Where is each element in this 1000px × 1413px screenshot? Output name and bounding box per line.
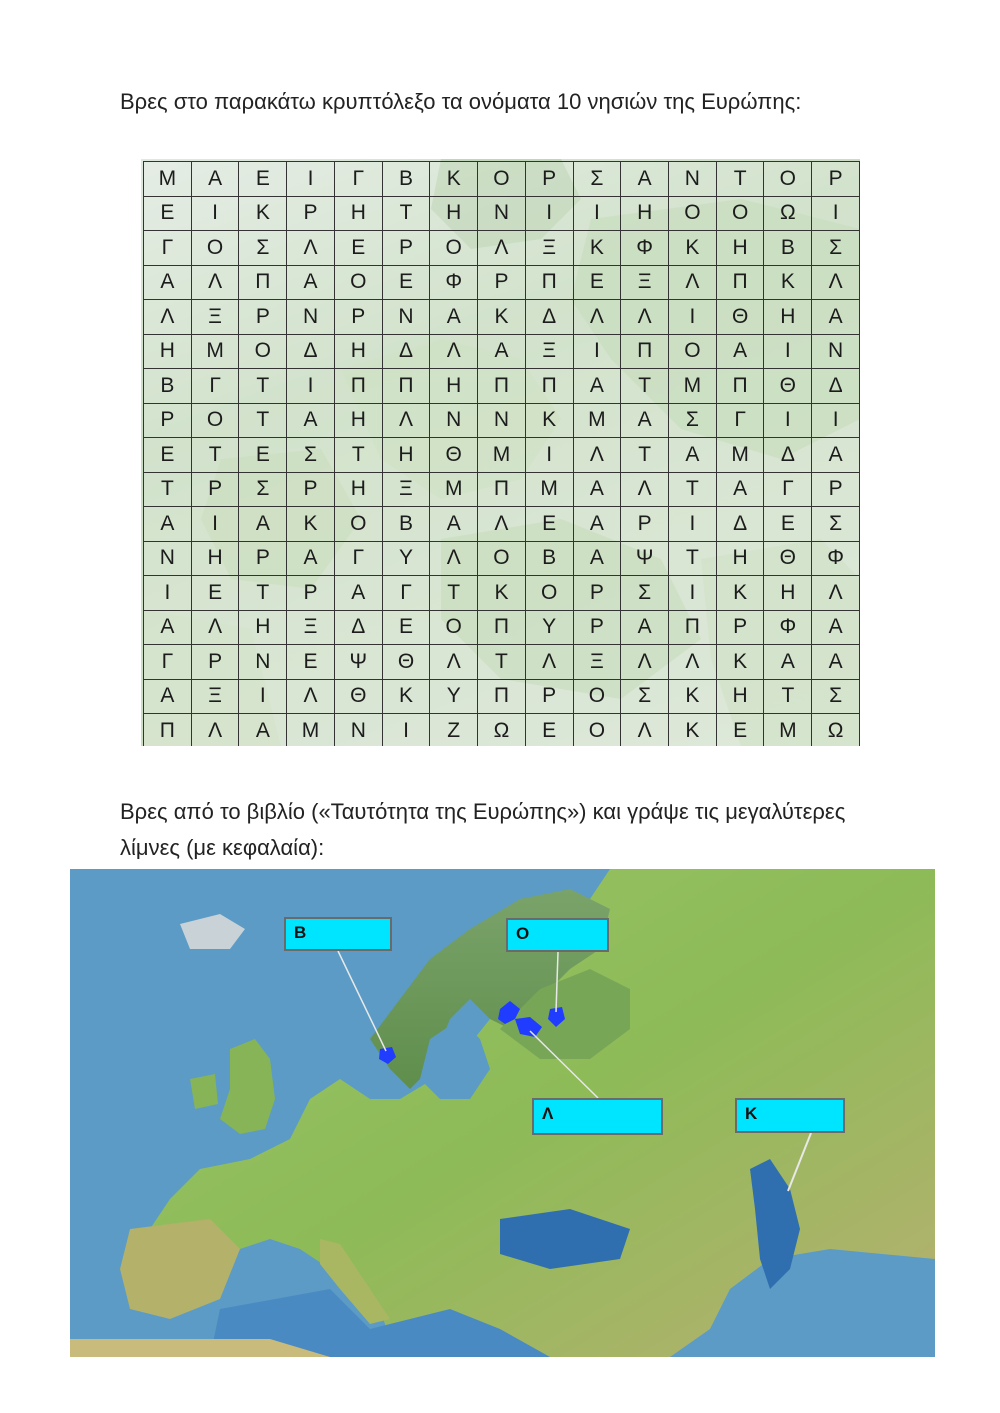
grid-cell[interactable]: Μ (525, 472, 573, 507)
grid-cell[interactable]: Κ (669, 714, 717, 747)
grid-cell[interactable]: Η (430, 196, 478, 231)
grid-cell[interactable]: Τ (430, 576, 478, 611)
grid-cell[interactable]: Ε (573, 265, 621, 300)
grid-cell[interactable]: Π (382, 369, 430, 404)
grid-cell[interactable]: Π (716, 265, 764, 300)
grid-cell[interactable]: Μ (716, 438, 764, 473)
grid-cell[interactable]: Ο (430, 231, 478, 266)
grid-cell[interactable]: Π (478, 369, 526, 404)
grid-cell[interactable]: Ν (478, 196, 526, 231)
grid-cell[interactable]: Α (573, 472, 621, 507)
grid-cell[interactable]: Π (478, 472, 526, 507)
instruction-word-search: Βρες στο παρακάτω κρυπτόλεξο τα ονόματα 10 νησιών της Ευρώπης: (120, 89, 802, 114)
grid-cell[interactable]: Θ (764, 369, 812, 404)
grid-cell[interactable]: Π (478, 679, 526, 714)
grid-cell[interactable]: Ρ (812, 472, 860, 507)
grid-cell[interactable]: Π (478, 610, 526, 645)
grid-cell[interactable]: Μ (144, 162, 192, 197)
grid-row (144, 576, 860, 611)
grid-cell[interactable]: Δ (287, 334, 335, 369)
grid-cell[interactable]: Α (716, 334, 764, 369)
grid-cell[interactable]: Φ (764, 610, 812, 645)
grid-cell[interactable]: Α (812, 645, 860, 680)
grid-cell[interactable]: Λ (430, 645, 478, 680)
grid-cell[interactable]: Β (382, 162, 430, 197)
grid-cell[interactable]: Ξ (621, 265, 669, 300)
grid-cell[interactable]: Ο (191, 231, 239, 266)
grid-cell[interactable]: Ε (764, 507, 812, 542)
grid-cell[interactable]: Ρ (812, 162, 860, 197)
grid-cell[interactable]: Η (334, 403, 382, 438)
grid-cell[interactable]: Τ (669, 472, 717, 507)
grid-row (144, 231, 860, 266)
grid-cell[interactable]: Α (478, 334, 526, 369)
grid-cell[interactable]: Σ (621, 576, 669, 611)
grid-cell[interactable]: Ρ (573, 610, 621, 645)
grid-cell[interactable]: Ρ (478, 265, 526, 300)
grid-cell[interactable]: Ν (239, 645, 287, 680)
grid-cell[interactable]: Λ (144, 300, 192, 335)
grid-cell[interactable]: Ρ (525, 162, 573, 197)
grid-cell[interactable]: Μ (764, 714, 812, 747)
grid-cell[interactable]: Δ (764, 438, 812, 473)
grid-cell[interactable]: Κ (382, 679, 430, 714)
grid-cell[interactable]: Ξ (382, 472, 430, 507)
grid-cell[interactable]: Μ (430, 472, 478, 507)
grid-cell[interactable]: Ι (669, 300, 717, 335)
grid-cell[interactable]: Ε (525, 507, 573, 542)
grid-cell[interactable]: Ν (669, 162, 717, 197)
grid-cell[interactable]: Φ (812, 541, 860, 576)
grid-cell[interactable]: Α (239, 507, 287, 542)
grid-cell[interactable]: Θ (716, 300, 764, 335)
grid-cell[interactable]: Α (144, 679, 192, 714)
grid-cell[interactable]: Σ (239, 231, 287, 266)
grid-cell[interactable]: Κ (716, 645, 764, 680)
grid-cell[interactable]: Ι (144, 576, 192, 611)
grid-cell[interactable]: Ξ (525, 334, 573, 369)
word-search-grid (143, 161, 860, 746)
grid-cell[interactable]: Τ (764, 679, 812, 714)
grid-cell[interactable]: Α (287, 265, 335, 300)
grid-cell[interactable]: Ρ (287, 472, 335, 507)
grid-cell[interactable]: Ζ (430, 714, 478, 747)
grid-cell[interactable]: Π (525, 265, 573, 300)
grid-cell[interactable]: Τ (239, 403, 287, 438)
grid-cell[interactable]: Τ (191, 438, 239, 473)
grid-cell[interactable]: Ο (430, 610, 478, 645)
grid-row (144, 507, 860, 542)
grid-cell[interactable]: Ι (287, 369, 335, 404)
grid-cell[interactable]: Τ (239, 576, 287, 611)
grid-cell[interactable]: Τ (669, 541, 717, 576)
grid-row (144, 610, 860, 645)
grid-cell[interactable]: Σ (573, 162, 621, 197)
grid-cell[interactable]: Γ (191, 369, 239, 404)
grid-cell[interactable]: Ι (525, 196, 573, 231)
grid-cell[interactable]: Λ (621, 300, 669, 335)
grid-cell[interactable]: Ε (191, 576, 239, 611)
grid-cell[interactable]: Λ (573, 438, 621, 473)
grid-cell[interactable]: Α (716, 472, 764, 507)
instruction-lakes: Βρες από το βιβλίο («Ταυτότητα της Ευρώπης») και γράψε τις μεγαλύτερες λίμνες (με κεφαλαία): (120, 799, 846, 860)
grid-cell[interactable]: Λ (478, 507, 526, 542)
grid-cell[interactable]: Υ (382, 541, 430, 576)
grid-cell[interactable]: Κ (239, 196, 287, 231)
grid-cell[interactable]: Μ (478, 438, 526, 473)
grid-cell[interactable]: Μ (669, 369, 717, 404)
grid-cell[interactable]: Λ (573, 300, 621, 335)
grid-cell[interactable]: Τ (144, 472, 192, 507)
grid-cell[interactable]: Ο (191, 403, 239, 438)
grid-cell[interactable]: Τ (239, 369, 287, 404)
grid-cell[interactable]: Η (764, 576, 812, 611)
grid-cell[interactable]: Ν (334, 714, 382, 747)
grid-row (144, 714, 860, 747)
grid-cell[interactable]: Γ (334, 162, 382, 197)
grid-cell[interactable]: Η (239, 610, 287, 645)
grid-cell[interactable]: Α (669, 438, 717, 473)
grid-cell[interactable]: Ι (191, 196, 239, 231)
grid-cell[interactable]: Μ (573, 403, 621, 438)
grid-cell[interactable]: Λ (382, 403, 430, 438)
grid-cell[interactable]: Θ (334, 679, 382, 714)
grid-cell[interactable]: Π (621, 334, 669, 369)
grid-cell[interactable]: Β (764, 231, 812, 266)
grid-cell[interactable]: Ι (382, 714, 430, 747)
grid-cell[interactable]: Ε (716, 714, 764, 747)
grid-cell[interactable]: Τ (478, 645, 526, 680)
grid-cell[interactable]: Λ (287, 231, 335, 266)
grid-cell[interactable]: Κ (764, 265, 812, 300)
grid-cell[interactable]: Ι (764, 334, 812, 369)
grid-cell[interactable]: Ρ (287, 576, 335, 611)
grid-cell[interactable]: Λ (669, 645, 717, 680)
grid-row (144, 369, 860, 404)
grid-cell[interactable]: Ω (812, 714, 860, 747)
grid-cell[interactable]: Α (191, 162, 239, 197)
grid-cell[interactable]: Ι (669, 507, 717, 542)
grid-cell[interactable]: Π (239, 265, 287, 300)
grid-cell[interactable]: Κ (430, 162, 478, 197)
grid-cell[interactable]: Η (621, 196, 669, 231)
grid-cell[interactable]: Α (144, 610, 192, 645)
grid-cell[interactable]: Θ (764, 541, 812, 576)
grid-cell[interactable]: Η (191, 541, 239, 576)
grid-cell[interactable]: Ε (334, 231, 382, 266)
grid-cell[interactable]: Δ (716, 507, 764, 542)
grid-cell[interactable]: Γ (144, 231, 192, 266)
grid-cell[interactable]: Κ (525, 403, 573, 438)
grid-cell[interactable]: Υ (430, 679, 478, 714)
grid-cell[interactable]: Ρ (621, 507, 669, 542)
grid-cell[interactable]: Σ (239, 472, 287, 507)
grid-cell[interactable]: Σ (812, 507, 860, 542)
grid-cell[interactable]: Ο (573, 714, 621, 747)
grid-row (144, 162, 860, 197)
grid-row (144, 645, 860, 680)
grid-cell[interactable]: Ρ (573, 576, 621, 611)
grid-cell[interactable]: Δ (525, 300, 573, 335)
grid-cell[interactable]: Η (144, 334, 192, 369)
grid-cell[interactable]: Ρ (334, 300, 382, 335)
grid-cell[interactable]: Δ (382, 334, 430, 369)
grid-row (144, 403, 860, 438)
grid-row (144, 438, 860, 473)
grid-cell[interactable]: Φ (621, 231, 669, 266)
grid-cell[interactable]: Λ (478, 231, 526, 266)
grid-cell[interactable]: Θ (430, 438, 478, 473)
grid-cell[interactable]: Μ (287, 714, 335, 747)
grid-cell[interactable]: Ι (812, 196, 860, 231)
grid-cell[interactable]: Ξ (573, 645, 621, 680)
grid-cell[interactable]: Ε (382, 610, 430, 645)
europe-lakes-map (70, 869, 935, 1357)
grid-cell[interactable]: Α (287, 403, 335, 438)
grid-cell[interactable]: Α (621, 610, 669, 645)
grid-cell[interactable]: Ο (239, 334, 287, 369)
grid-cell[interactable]: Λ (430, 334, 478, 369)
grid-cell[interactable]: Ο (334, 265, 382, 300)
grid-cell[interactable]: Η (334, 334, 382, 369)
grid-cell[interactable]: Ν (382, 300, 430, 335)
grid-cell[interactable]: Β (382, 507, 430, 542)
lake-answer-box-v[interactable]: Β (284, 917, 392, 951)
grid-row (144, 196, 860, 231)
grid-cell[interactable]: Δ (334, 610, 382, 645)
grid-cell[interactable]: Ι (812, 403, 860, 438)
grid-cell[interactable]: Α (430, 300, 478, 335)
grid-cell[interactable]: Α (239, 714, 287, 747)
grid-cell[interactable]: Λ (191, 714, 239, 747)
grid-cell[interactable]: Κ (716, 576, 764, 611)
grid-cell[interactable]: Η (716, 679, 764, 714)
grid-cell[interactable]: Λ (430, 541, 478, 576)
grid-cell[interactable]: Κ (478, 300, 526, 335)
grid-cell[interactable]: Λ (621, 714, 669, 747)
grid-cell[interactable]: Ρ (191, 472, 239, 507)
grid-cell[interactable]: Ο (478, 162, 526, 197)
grid-cell[interactable]: Α (573, 541, 621, 576)
grid-cell[interactable]: Α (764, 645, 812, 680)
grid-cell[interactable]: Α (573, 507, 621, 542)
grid-cell[interactable]: Ν (812, 334, 860, 369)
grid-cell[interactable]: Λ (621, 472, 669, 507)
grid-cell[interactable]: Η (716, 541, 764, 576)
grid-cell[interactable]: Α (430, 507, 478, 542)
grid-cell[interactable]: Λ (287, 679, 335, 714)
grid-cell[interactable]: Ο (764, 162, 812, 197)
grid-row (144, 679, 860, 714)
grid-cell[interactable]: Ρ (382, 231, 430, 266)
grid-cell[interactable]: Ω (764, 196, 812, 231)
grid-row (144, 300, 860, 335)
grid-cell[interactable]: Β (525, 541, 573, 576)
grid-cell[interactable]: Γ (764, 472, 812, 507)
grid-cell[interactable]: Δ (812, 369, 860, 404)
grid-cell[interactable]: Ι (287, 162, 335, 197)
grid-cell[interactable]: Ε (382, 265, 430, 300)
lake-answer-box-k[interactable]: Κ (735, 1098, 845, 1133)
grid-cell[interactable]: Ο (716, 196, 764, 231)
grid-cell[interactable]: Α (812, 610, 860, 645)
grid-cell[interactable]: Μ (191, 334, 239, 369)
grid-cell[interactable]: Σ (287, 438, 335, 473)
grid-cell[interactable]: Ρ (191, 645, 239, 680)
grid-cell[interactable]: Σ (669, 403, 717, 438)
grid-cell[interactable]: Τ (621, 438, 669, 473)
grid-cell[interactable]: Γ (716, 403, 764, 438)
grid-cell[interactable]: Σ (621, 679, 669, 714)
grid-cell[interactable]: Κ (669, 679, 717, 714)
grid-cell[interactable]: Ι (191, 507, 239, 542)
grid-cell[interactable]: Ξ (191, 300, 239, 335)
grid-cell[interactable]: Ι (525, 438, 573, 473)
grid-cell[interactable]: Λ (191, 265, 239, 300)
grid-cell[interactable]: Ο (334, 507, 382, 542)
grid-cell[interactable]: Α (621, 403, 669, 438)
grid-cell[interactable]: Ψ (334, 645, 382, 680)
grid-cell[interactable]: Π (144, 714, 192, 747)
grid-cell[interactable]: Ε (239, 438, 287, 473)
grid-cell[interactable]: Ρ (716, 610, 764, 645)
grid-row (144, 265, 860, 300)
grid-cell[interactable]: Ε (144, 438, 192, 473)
grid-cell[interactable]: Η (334, 472, 382, 507)
grid-row (144, 334, 860, 369)
grid-cell[interactable]: Α (812, 438, 860, 473)
lake-answer-box-l[interactable]: Λ (532, 1098, 663, 1135)
grid-cell[interactable]: Ν (430, 403, 478, 438)
grid-cell[interactable]: Τ (716, 162, 764, 197)
grid-cell[interactable]: Λ (191, 610, 239, 645)
grid-cell[interactable]: Κ (287, 507, 335, 542)
grid-cell[interactable]: Λ (669, 265, 717, 300)
grid-cell[interactable]: Λ (525, 645, 573, 680)
grid-cell[interactable]: Ο (573, 679, 621, 714)
grid-cell[interactable]: Ο (669, 334, 717, 369)
grid-cell[interactable]: Ξ (191, 679, 239, 714)
grid-cell[interactable]: Η (716, 231, 764, 266)
grid-cell[interactable]: Σ (812, 679, 860, 714)
grid-cell[interactable]: Κ (669, 231, 717, 266)
grid-cell[interactable]: Α (812, 300, 860, 335)
grid-cell[interactable]: Ω (478, 714, 526, 747)
grid-cell[interactable]: Α (144, 265, 192, 300)
grid-cell[interactable]: Ε (144, 196, 192, 231)
grid-cell[interactable]: Γ (334, 541, 382, 576)
lake-answer-box-o[interactable]: Ο (506, 918, 609, 952)
grid-cell[interactable]: Β (144, 369, 192, 404)
grid-cell[interactable]: Ν (478, 403, 526, 438)
grid-cell[interactable]: Ρ (287, 196, 335, 231)
grid-cell[interactable]: Κ (573, 231, 621, 266)
grid-cell[interactable]: Κ (478, 576, 526, 611)
grid-cell[interactable]: Π (669, 610, 717, 645)
grid-cell[interactable]: Α (573, 369, 621, 404)
grid-cell[interactable]: Σ (812, 231, 860, 266)
grid-cell[interactable]: Τ (382, 196, 430, 231)
grid-cell[interactable]: Η (764, 300, 812, 335)
grid-cell[interactable]: Ρ (144, 403, 192, 438)
grid-cell[interactable]: Ι (239, 679, 287, 714)
grid-cell[interactable]: Ι (573, 196, 621, 231)
grid-cell[interactable]: Η (334, 196, 382, 231)
grid-cell[interactable]: Ρ (525, 679, 573, 714)
grid-cell[interactable]: Α (621, 162, 669, 197)
grid-cell[interactable]: Ι (764, 403, 812, 438)
grid-cell[interactable]: Η (430, 369, 478, 404)
grid-row (144, 472, 860, 507)
grid-cell[interactable]: Α (144, 507, 192, 542)
grid-cell[interactable]: Ξ (287, 610, 335, 645)
grid-cell[interactable]: Π (716, 369, 764, 404)
grid-cell[interactable]: Θ (382, 645, 430, 680)
grid-cell[interactable]: Ι (669, 576, 717, 611)
grid-cell[interactable]: Ε (525, 714, 573, 747)
grid-cell[interactable]: Ν (144, 541, 192, 576)
grid-cell[interactable]: Γ (144, 645, 192, 680)
grid-cell[interactable]: Ρ (239, 541, 287, 576)
grid-cell[interactable]: Λ (812, 265, 860, 300)
grid-cell[interactable]: Ι (573, 334, 621, 369)
grid-cell[interactable]: Ο (669, 196, 717, 231)
grid-cell[interactable]: Ν (287, 300, 335, 335)
grid-cell[interactable]: Ε (239, 162, 287, 197)
grid-cell[interactable]: Ρ (239, 300, 287, 335)
grid-cell[interactable]: Λ (621, 645, 669, 680)
grid-cell[interactable]: Η (382, 438, 430, 473)
grid-cell[interactable]: Ε (287, 645, 335, 680)
grid-cell[interactable]: Λ (812, 576, 860, 611)
grid-cell[interactable]: Τ (334, 438, 382, 473)
grid-cell[interactable]: Α (287, 541, 335, 576)
grid-cell[interactable]: Γ (382, 576, 430, 611)
word-search-panel (141, 159, 860, 746)
grid-cell[interactable]: Π (334, 369, 382, 404)
grid-cell[interactable]: Π (525, 369, 573, 404)
grid-cell[interactable]: Υ (525, 610, 573, 645)
grid-cell[interactable]: Ο (478, 541, 526, 576)
grid-cell[interactable]: Ο (525, 576, 573, 611)
grid-row (144, 541, 860, 576)
grid-cell[interactable]: Ψ (621, 541, 669, 576)
grid-cell[interactable]: Τ (621, 369, 669, 404)
grid-cell[interactable]: Φ (430, 265, 478, 300)
grid-cell[interactable]: Α (334, 576, 382, 611)
grid-cell[interactable]: Ξ (525, 231, 573, 266)
